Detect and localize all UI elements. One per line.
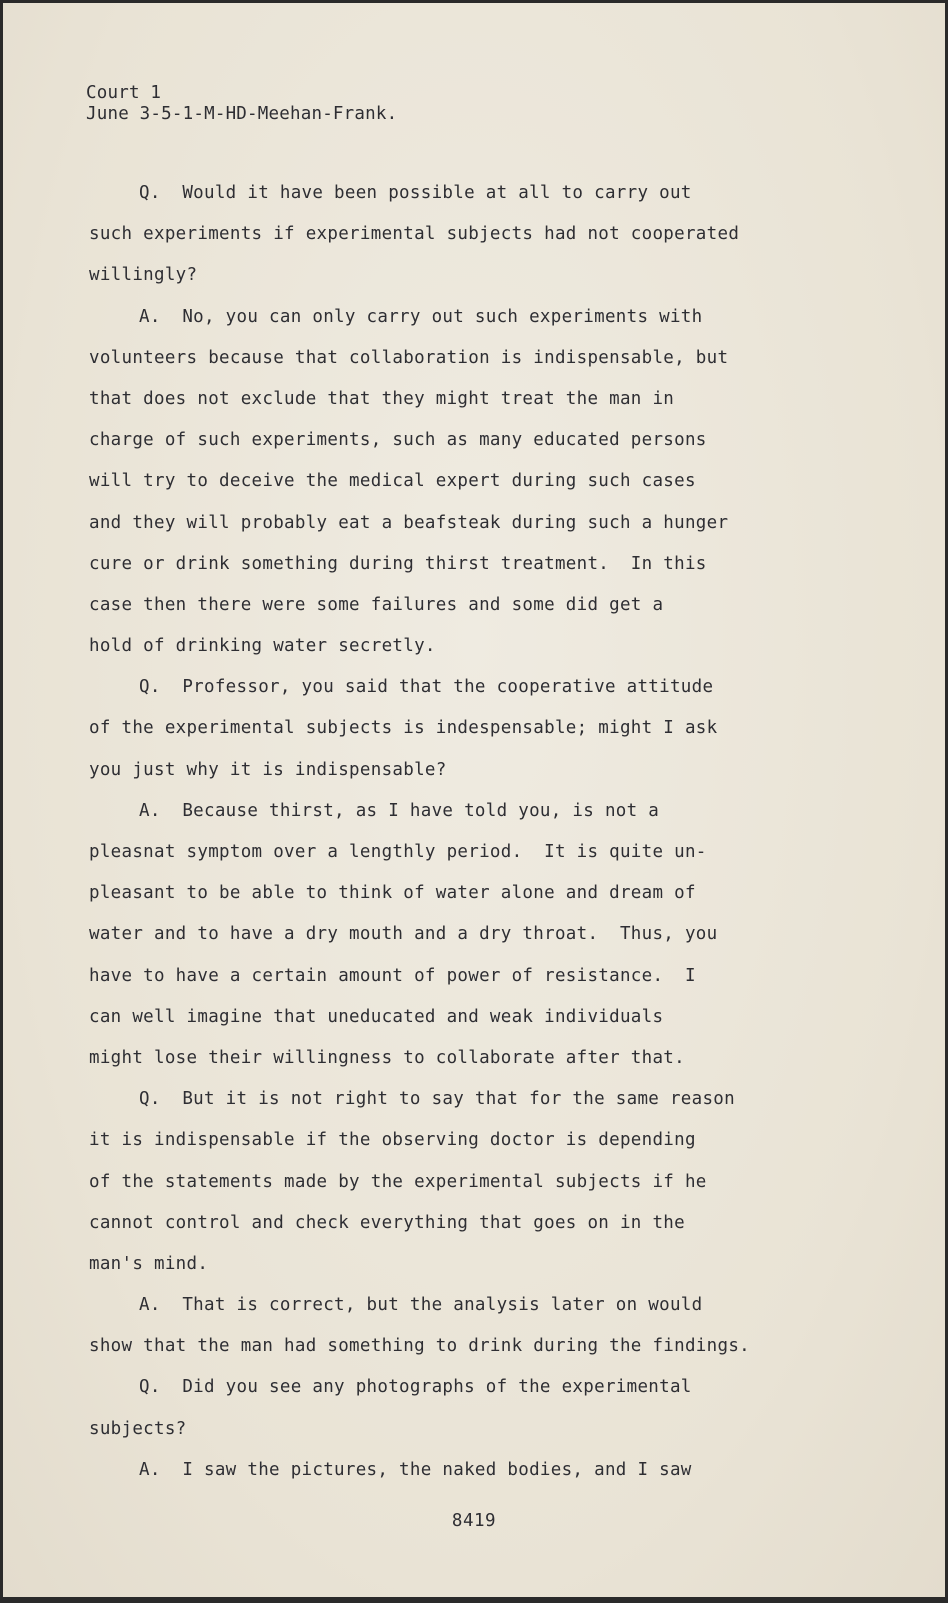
transcript-line: Q. But it is not right to say that for the same reason [139,1089,735,1110]
transcript-line: case then there were some failures and some did get a [89,594,664,615]
transcript-line: that does not exclude that they might treat the man in [89,388,675,409]
transcript-line: willingly? [89,265,198,286]
transcript-line: will try to deceive the medical expert during such cases [89,471,696,492]
transcript-line: Q. Did you see any photographs of the experimental [139,1377,692,1398]
transcript-line: of the statements made by the experimental subjects if he [89,1171,707,1192]
transcript-body [89,173,879,1491]
transcript-line: A. No, you can only carry out such experiments with [139,306,703,327]
transcript-line: you just why it is indispensable? [89,759,447,780]
transcript-line: subjects? [89,1418,187,1439]
transcript-line: and they will probably eat a beafsteak during such a hunger [89,512,729,533]
transcript-line: have to have a certain amount of power of resistance. I [89,965,696,986]
court-label: Court 1 [86,83,162,103]
transcript-line: cannot control and check everything that goes on in the [89,1212,685,1233]
transcript-line: can well imagine that uneducated and weak individuals [89,1006,664,1027]
page-header [86,83,397,125]
session-label: June 3-5-1-M-HD-Meehan-Frank. [86,104,398,124]
transcript-line: show that the man had something to drink during the findings. [89,1336,750,1357]
transcript-line: A. Because thirst, as I have told you, is not a [139,800,660,821]
transcript-line: Q. Professor, you said that the cooperative attitude [139,677,714,698]
transcript-line: A. I saw the pictures, the naked bodies, and I saw [139,1459,692,1480]
transcript-line: pleasant to be able to think of water alone and dream of [89,883,696,904]
transcript-line: Q. Would it have been possible at all to carry out [139,183,692,203]
transcript-page [3,3,945,1597]
transcript-line: volunteers because that collaboration is indispensable, but [89,347,729,368]
transcript-line: of the experimental subjects is indespensable; might I ask [89,718,718,739]
transcript-line: it is indispensable if the observing doctor is depending [89,1130,696,1151]
transcript-line: man's mind. [89,1253,209,1274]
transcript-line: cure or drink something during thirst treatment. In this [89,553,707,574]
transcript-line: A. That is correct, but the analysis later on would [139,1295,703,1316]
page-number: 8419 [451,1511,497,1531]
transcript-line: might lose their willingness to collaborate after that. [89,1047,685,1068]
transcript-line: water and to have a dry mouth and a dry throat. Thus, you [89,924,718,945]
transcript-line: pleasnat symptom over a lengthly period. It is quite un- [89,842,707,862]
transcript-line: hold of drinking water secretly. [89,636,436,657]
transcript-line: such experiments if experimental subjects had not cooperated [89,224,740,245]
transcript-line: charge of such experiments, such as many educated persons [89,430,707,451]
